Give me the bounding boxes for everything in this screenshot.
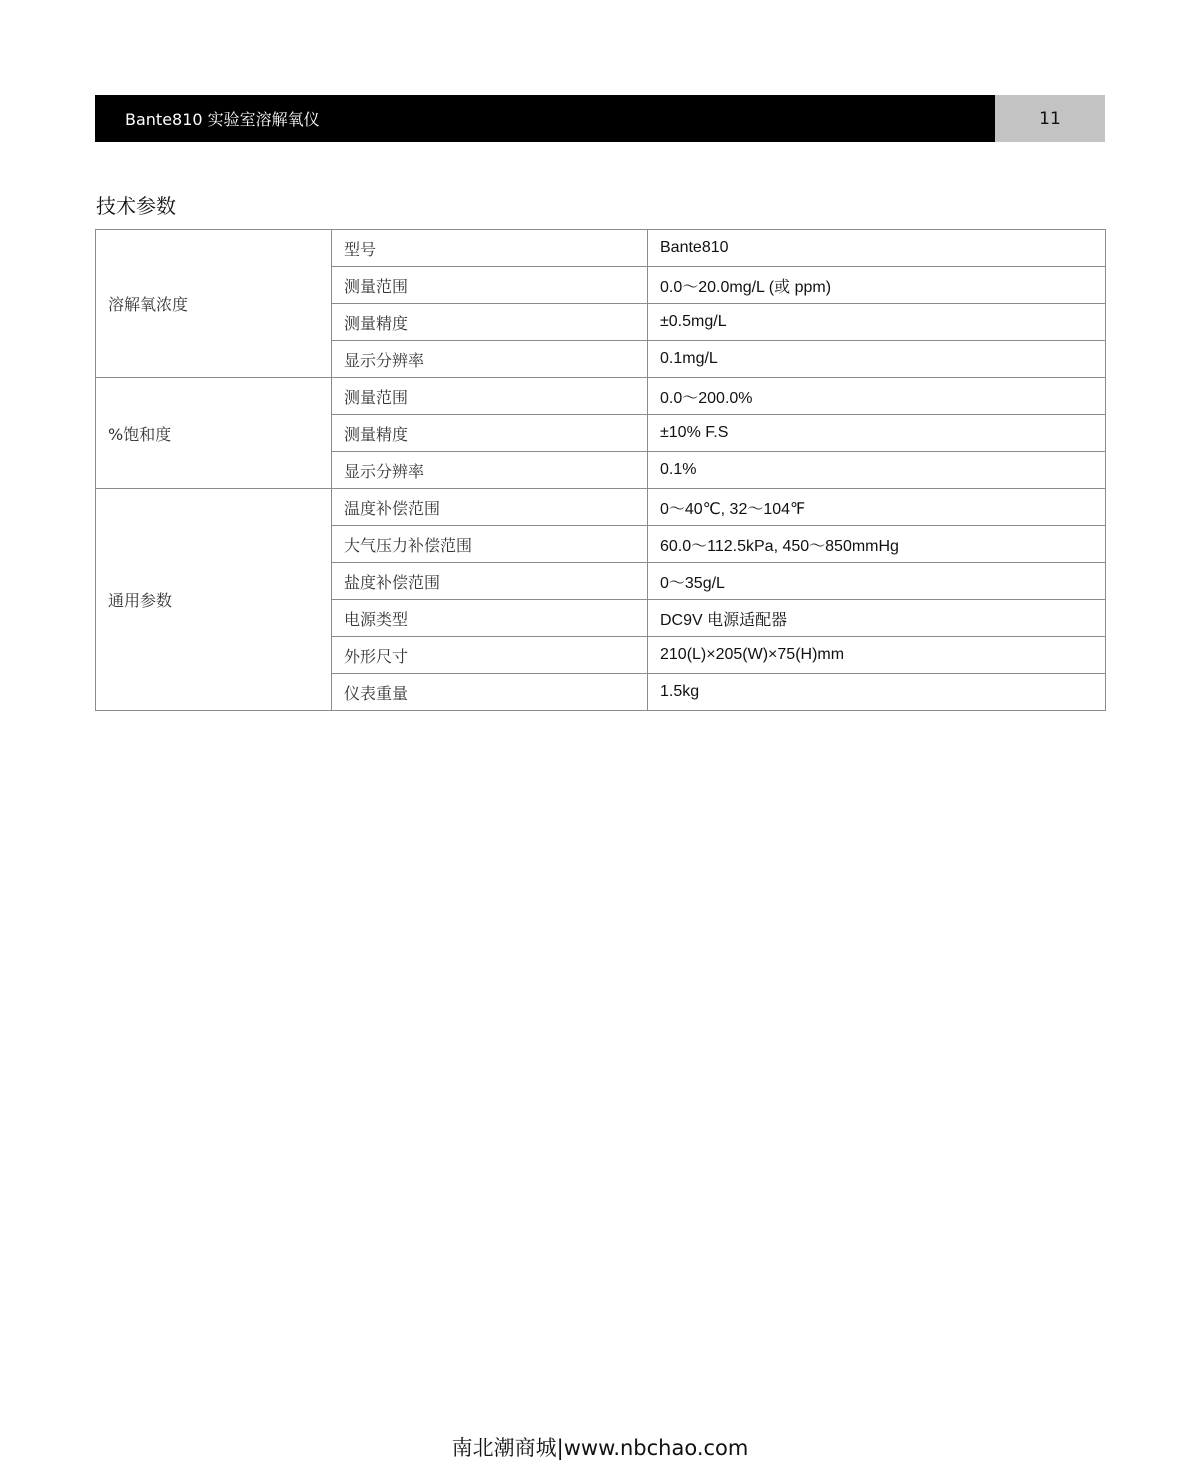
table-row	[96, 230, 1106, 267]
table-row	[96, 378, 1106, 415]
param-name: 型号	[332, 230, 648, 267]
param-name: 显示分辨率	[332, 452, 648, 489]
param-value: 210(L)×205(W)×75(H)mm	[648, 637, 1106, 674]
param-name: 测量范围	[332, 267, 648, 304]
param-name: 温度补偿范围	[332, 489, 648, 526]
param-value: 0.1mg/L	[648, 341, 1106, 378]
param-name: 盐度补偿范围	[332, 563, 648, 600]
param-value: DC9V 电源适配器	[648, 600, 1106, 637]
param-name: 仪表重量	[332, 674, 648, 711]
param-value: 0～35g/L	[648, 563, 1106, 600]
param-value: Bante810	[648, 230, 1106, 267]
page-header	[95, 95, 1105, 142]
footer-watermark: 南北潮商城|www.nbchao.com	[451, 1436, 749, 1460]
table-row	[96, 489, 1106, 526]
param-value: 0.0～200.0%	[648, 378, 1106, 415]
param-name: 大气压力补偿范围	[332, 526, 648, 563]
param-value: ±10% F.S	[648, 415, 1106, 452]
param-value: 60.0～112.5kPa, 450～850mmHg	[648, 526, 1106, 563]
param-name: 测量精度	[332, 415, 648, 452]
group-name: 通用参数	[96, 489, 332, 711]
param-name: 测量范围	[332, 378, 648, 415]
group-name: 溶解氧浓度	[96, 230, 332, 378]
section-title: 技术参数	[96, 194, 176, 218]
param-name: 外形尺寸	[332, 637, 648, 674]
param-name: 显示分辨率	[332, 341, 648, 378]
spec-table	[95, 229, 1106, 711]
page-number: 11	[995, 95, 1105, 142]
param-value: 1.5kg	[648, 674, 1106, 711]
param-name: 测量精度	[332, 304, 648, 341]
param-value: 0～40℃, 32～104℉	[648, 489, 1106, 526]
header-title: Bante810 实验室溶解氧仪	[95, 95, 995, 142]
group-name: %饱和度	[96, 378, 332, 489]
param-name: 电源类型	[332, 600, 648, 637]
param-value: ±0.5mg/L	[648, 304, 1106, 341]
param-value: 0.0～20.0mg/L (或 ppm)	[648, 267, 1106, 304]
param-value: 0.1%	[648, 452, 1106, 489]
